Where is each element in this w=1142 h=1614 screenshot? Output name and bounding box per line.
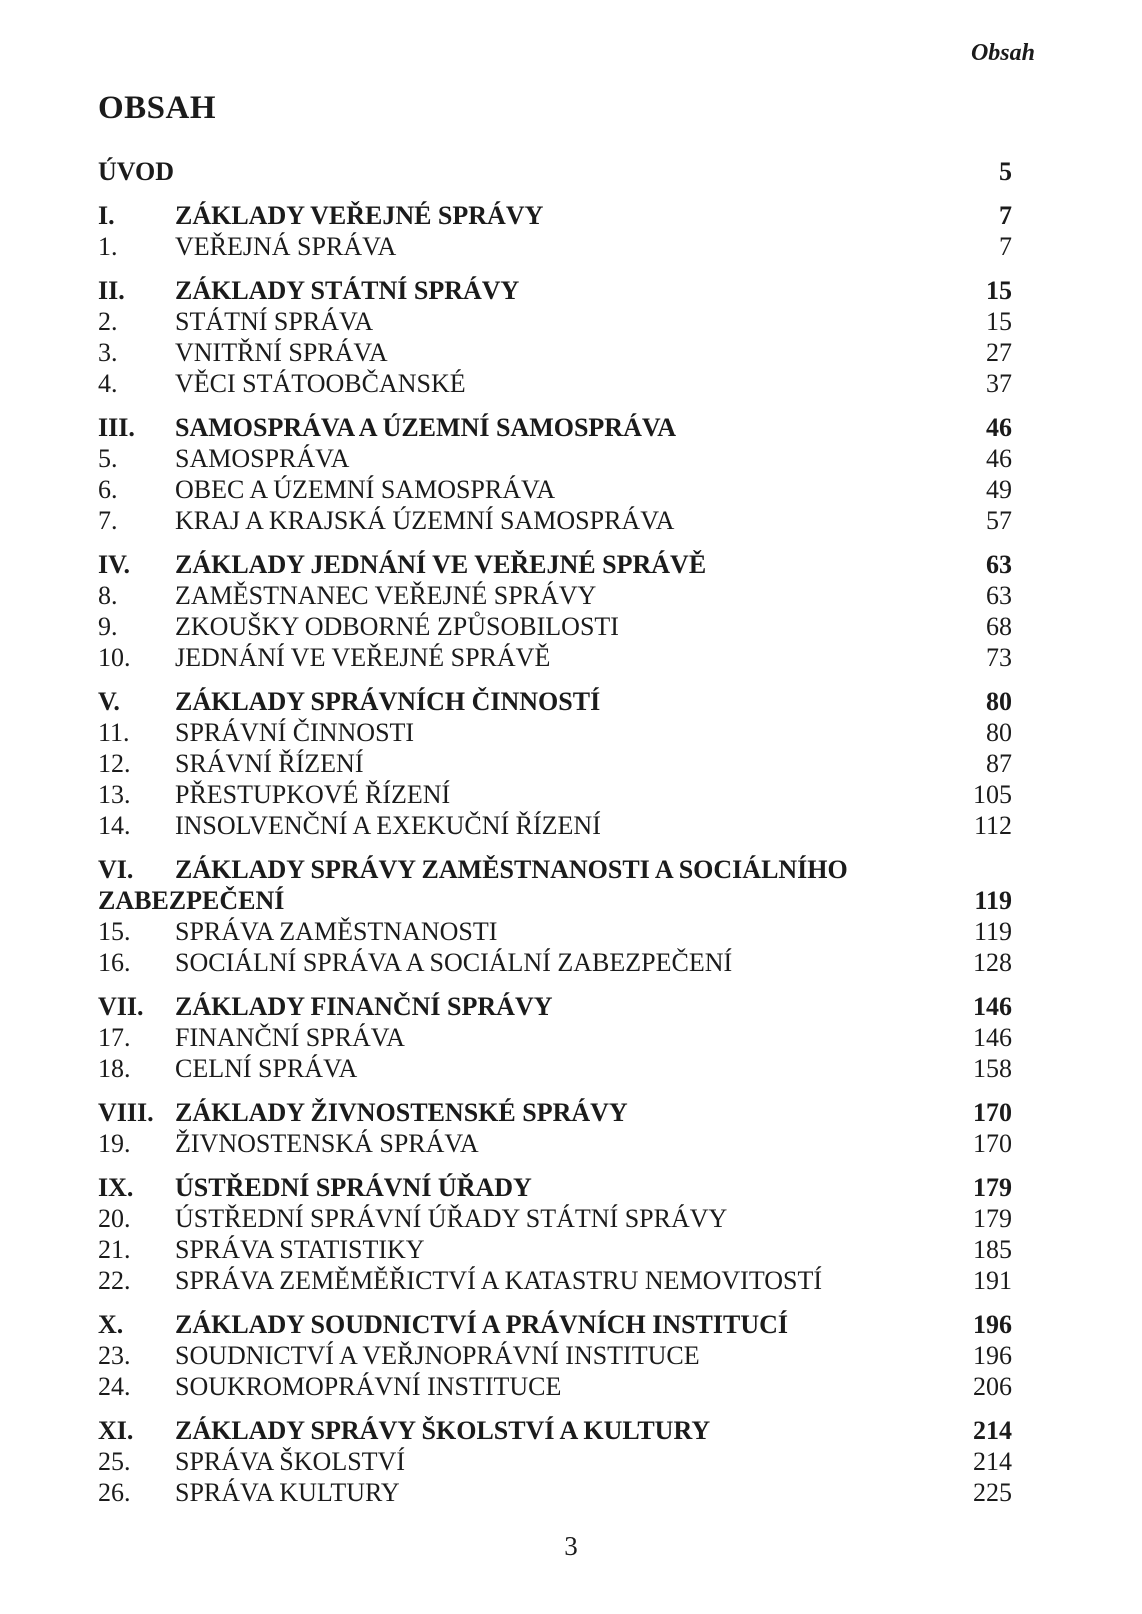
chapter-page: 185 xyxy=(973,1235,1012,1264)
chapter-title: VĚCI STÁTOOBČANSKÉ xyxy=(175,369,466,398)
chapter-page: 128 xyxy=(973,948,1012,977)
chapter-page: 46 xyxy=(986,444,1012,473)
section-page: 119 xyxy=(974,886,1012,915)
toc-section-group xyxy=(98,1097,1012,1159)
toc-chapter-row xyxy=(98,1053,1012,1084)
chapter-page: 63 xyxy=(986,581,1012,610)
toc-chapter-row xyxy=(98,642,1012,673)
chapter-page: 27 xyxy=(986,338,1012,367)
section-page: 214 xyxy=(973,1416,1012,1445)
chapter-page: 179 xyxy=(973,1204,1012,1233)
toc-chapter-row xyxy=(98,1234,1012,1265)
section-page: 15 xyxy=(986,276,1012,305)
chapter-page: 57 xyxy=(986,506,1012,535)
toc-section-group xyxy=(98,686,1012,841)
chapter-number: 24. xyxy=(98,1372,131,1401)
chapter-number: 14. xyxy=(98,811,131,840)
toc-chapter-row xyxy=(98,916,1012,947)
chapter-number: 18. xyxy=(98,1054,131,1083)
chapter-number: 21. xyxy=(98,1235,131,1264)
chapter-title: SRÁVNÍ ŘÍZENÍ xyxy=(175,749,364,778)
toc-section-group xyxy=(98,200,1012,262)
chapter-page: 191 xyxy=(973,1266,1012,1295)
chapter-number: 16. xyxy=(98,948,131,977)
chapter-title: SPRÁVA ŠKOLSTVÍ xyxy=(175,1447,405,1476)
chapter-number: 12. xyxy=(98,749,131,778)
section-numeral: IX. xyxy=(98,1173,134,1202)
toc-section-row xyxy=(98,200,1012,231)
chapter-page: 214 xyxy=(973,1447,1012,1476)
chapter-number: 8. xyxy=(98,581,118,610)
chapter-number: 23. xyxy=(98,1341,131,1370)
chapter-title: ÚSTŘEDNÍ SPRÁVNÍ ÚŘADY STÁTNÍ SPRÁVY xyxy=(175,1204,728,1233)
toc-chapter-row xyxy=(98,810,1012,841)
section-title: ÚSTŘEDNÍ SPRÁVNÍ ÚŘADY xyxy=(175,1173,532,1202)
chapter-number: 1. xyxy=(98,232,118,261)
chapter-page: 112 xyxy=(973,811,1012,840)
chapter-number: 26. xyxy=(98,1478,131,1507)
chapter-page: 73 xyxy=(986,643,1012,672)
section-title: ZÁKLADY JEDNÁNÍ VE VEŘEJNÉ SPRÁVĚ xyxy=(175,550,707,579)
footer-page-number: 3 xyxy=(564,1531,578,1561)
toc-chapter-row xyxy=(98,1128,1012,1159)
toc-chapter-row xyxy=(98,1265,1012,1296)
chapter-number: 11. xyxy=(98,718,130,747)
chapter-title: ZAMĚSTNANEC VEŘEJNÉ SPRÁVY xyxy=(175,581,597,610)
section-numeral: XI. xyxy=(98,1416,134,1445)
chapter-number: 5. xyxy=(98,444,118,473)
chapter-page: 170 xyxy=(973,1129,1012,1158)
toc-chapter-row xyxy=(98,748,1012,779)
chapter-number: 20. xyxy=(98,1204,131,1233)
toc-section-group xyxy=(98,854,1012,978)
chapter-page: 105 xyxy=(973,780,1012,809)
toc-chapter-row xyxy=(98,611,1012,642)
chapter-number: 15. xyxy=(98,917,131,946)
chapter-title: OBEC A ÚZEMNÍ SAMOSPRÁVA xyxy=(175,475,556,504)
section-numeral: VIII. xyxy=(98,1098,154,1127)
chapter-page: 158 xyxy=(973,1054,1012,1083)
toc-section-row xyxy=(98,1172,1012,1203)
toc-section-row xyxy=(98,1309,1012,1340)
chapter-page: 37 xyxy=(986,369,1012,398)
section-numeral: VI. xyxy=(98,855,134,884)
chapter-title: SPRÁVA STATISTIKY xyxy=(175,1235,425,1264)
toc-section-group xyxy=(98,1309,1012,1402)
section-title: SAMOSPRÁVA A ÚZEMNÍ SAMOSPRÁVA xyxy=(175,413,677,442)
toc-section-row xyxy=(98,1415,1012,1446)
chapter-page: 49 xyxy=(986,475,1012,504)
section-page: 80 xyxy=(986,687,1012,716)
toc-section-group xyxy=(98,412,1012,536)
chapter-page: 87 xyxy=(986,749,1012,778)
section-numeral: X. xyxy=(98,1310,124,1339)
section-title: ZÁKLADY VEŘEJNÉ SPRÁVY xyxy=(175,201,544,230)
section-page: 7 xyxy=(999,201,1012,230)
chapter-title: SOUKROMOPRÁVNÍ INSTITUCE xyxy=(175,1372,562,1401)
chapter-number: 25. xyxy=(98,1447,131,1476)
chapter-number: 7. xyxy=(98,506,118,535)
toc-chapter-row xyxy=(98,1203,1012,1234)
section-title: ZÁKLADY SPRÁVY ŠKOLSTVÍ A KULTURY xyxy=(175,1416,711,1445)
toc xyxy=(98,156,1012,1508)
toc-section-row xyxy=(98,854,1012,885)
toc-section-row xyxy=(98,686,1012,717)
toc-chapter-row xyxy=(98,779,1012,810)
toc-chapter-row xyxy=(98,368,1012,399)
chapter-number: 2. xyxy=(98,307,118,336)
page-heading: OBSAH xyxy=(98,90,217,126)
section-numeral: II. xyxy=(98,276,125,305)
toc-section-group xyxy=(98,1172,1012,1296)
chapter-number: 9. xyxy=(98,612,118,641)
toc-intro-row xyxy=(98,156,1012,187)
section-title: ZÁKLADY ŽIVNOSTENSKÉ SPRÁVY xyxy=(175,1098,628,1127)
chapter-page: 225 xyxy=(973,1478,1012,1507)
chapter-page: 68 xyxy=(986,612,1012,641)
chapter-title: STÁTNÍ SPRÁVA xyxy=(175,307,374,336)
chapter-number: 10. xyxy=(98,643,131,672)
chapter-number: 17. xyxy=(98,1023,131,1052)
chapter-title: CELNÍ SPRÁVA xyxy=(175,1054,358,1083)
toc-chapter-row xyxy=(98,580,1012,611)
chapter-title: PŘESTUPKOVÉ ŘÍZENÍ xyxy=(175,780,451,809)
toc-chapter-row xyxy=(98,306,1012,337)
chapter-title: FINANČNÍ SPRÁVA xyxy=(175,1023,405,1052)
section-page: 63 xyxy=(986,550,1012,579)
section-page: 146 xyxy=(973,992,1012,1021)
chapter-title: SPRÁVA ZAMĚSTNANOSTI xyxy=(175,917,498,946)
section-numeral: V. xyxy=(98,687,120,716)
toc-chapter-row xyxy=(98,337,1012,368)
chapter-title: SPRÁVA KULTURY xyxy=(175,1478,400,1507)
section-title: ZÁKLADY FINANČNÍ SPRÁVY xyxy=(175,992,553,1021)
chapter-number: 3. xyxy=(98,338,118,367)
toc-chapter-row xyxy=(98,1477,1012,1508)
toc-intro-group xyxy=(98,156,1012,187)
toc-section-row xyxy=(98,991,1012,1022)
chapter-title: VNITŘNÍ SPRÁVA xyxy=(175,338,388,367)
chapter-title: ŽIVNOSTENSKÁ SPRÁVA xyxy=(175,1129,479,1158)
section-numeral: VII. xyxy=(98,992,144,1021)
chapter-page: 119 xyxy=(973,917,1012,946)
toc-section-row xyxy=(98,1097,1012,1128)
toc-chapter-row xyxy=(98,717,1012,748)
chapter-title: INSOLVENČNÍ A EXEKUČNÍ ŘÍZENÍ xyxy=(175,811,601,840)
chapter-number: 19. xyxy=(98,1129,131,1158)
section-page: 46 xyxy=(986,413,1012,442)
section-title-continuation: ZABEZPEČENÍ xyxy=(98,886,285,915)
toc-chapter-row xyxy=(98,1446,1012,1477)
chapter-page: 206 xyxy=(973,1372,1012,1401)
chapter-title: VEŘEJNÁ SPRÁVA xyxy=(175,232,397,261)
section-page: 196 xyxy=(973,1310,1012,1339)
intro-label: ÚVOD xyxy=(98,157,175,186)
chapter-number: 6. xyxy=(98,475,118,504)
toc-chapter-row xyxy=(98,443,1012,474)
toc-section-row xyxy=(98,549,1012,580)
section-title: ZÁKLADY SOUDNICTVÍ A PRÁVNÍCH INSTITUCÍ xyxy=(175,1310,789,1339)
toc-chapter-row xyxy=(98,1340,1012,1371)
chapter-page: 146 xyxy=(973,1023,1012,1052)
section-page: 179 xyxy=(973,1173,1012,1202)
chapter-title: SPRÁVNÍ ČINNOSTI xyxy=(175,718,415,747)
running-header: Obsah xyxy=(970,40,1035,66)
chapter-number: 4. xyxy=(98,369,118,398)
chapter-page: 15 xyxy=(986,307,1012,336)
toc-section-group xyxy=(98,991,1012,1084)
chapter-title: SAMOSPRÁVA xyxy=(175,444,350,473)
toc-section-row xyxy=(98,275,1012,306)
chapter-page: 7 xyxy=(999,232,1012,261)
toc-chapter-row xyxy=(98,474,1012,505)
chapter-number: 22. xyxy=(98,1266,131,1295)
section-numeral: IV. xyxy=(98,550,131,579)
toc-section-continuation-row xyxy=(98,885,1012,916)
chapter-title: JEDNÁNÍ VE VEŘEJNÉ SPRÁVĚ xyxy=(175,643,551,672)
toc-chapter-row xyxy=(98,1022,1012,1053)
chapter-title: SOCIÁLNÍ SPRÁVA A SOCIÁLNÍ ZABEZPEČENÍ xyxy=(175,948,733,977)
chapter-page: 196 xyxy=(973,1341,1012,1370)
toc-section-group xyxy=(98,275,1012,399)
chapter-title: SOUDNICTVÍ A VEŘJNOPRÁVNÍ INSTITUCE xyxy=(175,1341,700,1370)
section-page: 170 xyxy=(973,1098,1012,1127)
toc-section-group xyxy=(98,549,1012,673)
section-title: ZÁKLADY SPRÁVNÍCH ČINNOSTÍ xyxy=(175,687,601,716)
toc-chapter-row xyxy=(98,947,1012,978)
intro-page: 5 xyxy=(999,157,1012,186)
chapter-number: 13. xyxy=(98,780,131,809)
toc-chapter-row xyxy=(98,231,1012,262)
chapter-page: 80 xyxy=(986,718,1012,747)
section-title: ZÁKLADY SPRÁVY ZAMĚSTNANOSTI A SOCIÁLNÍHO xyxy=(175,855,848,884)
section-numeral: III. xyxy=(98,413,135,442)
chapter-title: ZKOUŠKY ODBORNÉ ZPŮSOBILOSTI xyxy=(175,612,619,641)
toc-section-group xyxy=(98,1415,1012,1508)
toc-chapter-row xyxy=(98,505,1012,536)
chapter-title: KRAJ A KRAJSKÁ ÚZEMNÍ SAMOSPRÁVA xyxy=(175,506,675,535)
section-numeral: I. xyxy=(98,201,115,230)
chapter-title: SPRÁVA ZEMĚMĚŘICTVÍ A KATASTRU NEMOVITOSTÍ xyxy=(175,1266,823,1295)
toc-section-row xyxy=(98,412,1012,443)
toc-chapter-row xyxy=(98,1371,1012,1402)
section-title: ZÁKLADY STÁTNÍ SPRÁVY xyxy=(175,276,520,305)
